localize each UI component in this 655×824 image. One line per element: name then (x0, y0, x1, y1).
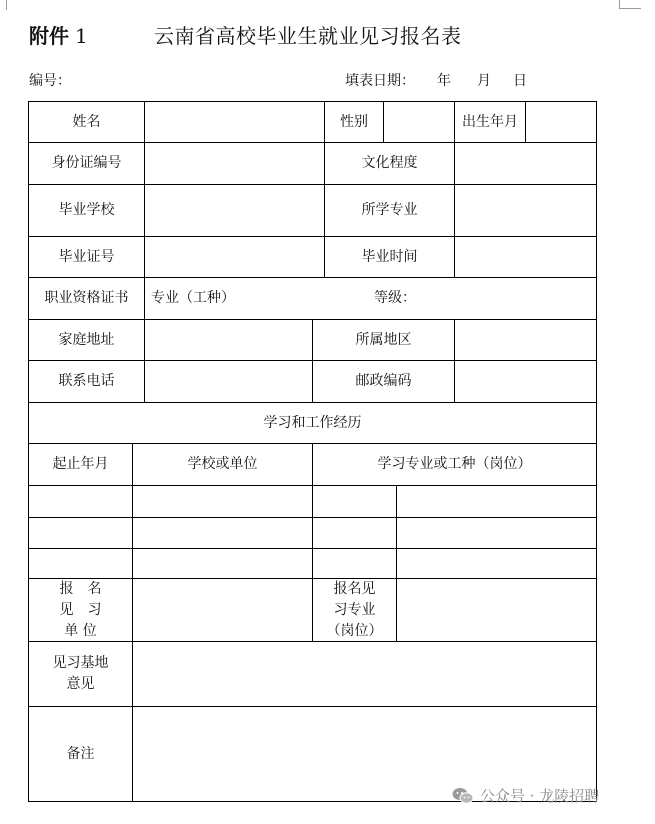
header-school-or-unit: 学校或单位 (187, 456, 258, 472)
watermark-text: 公众号 · 龙陵招聘 (480, 787, 600, 805)
wechat-icon (452, 787, 474, 805)
input-education[interactable] (455, 143, 596, 184)
date-month: 月 (477, 73, 491, 89)
date-day: 日 (513, 73, 527, 89)
input-postcode[interactable] (455, 361, 596, 402)
annex-number: 1 (75, 24, 88, 48)
label-level: 等级： (374, 290, 416, 306)
input-graduation-time[interactable] (455, 237, 596, 277)
label-major: 所学专业 (361, 202, 418, 218)
label-apply-post-line: 报名见 (333, 580, 376, 597)
input-address[interactable] (145, 320, 312, 360)
label-base-opinion-line: 意见 (66, 676, 95, 692)
number-label: 编号： (29, 73, 71, 89)
label-base-opinion (29, 642, 132, 706)
input-id-number[interactable] (145, 143, 324, 184)
label-gender: 性别 (340, 113, 368, 130)
input-birth[interactable] (526, 102, 596, 142)
col-line (396, 485, 397, 641)
label-apply-unit-line: 见 习 (59, 601, 102, 618)
table-border (596, 101, 597, 802)
label-address: 家庭地址 (58, 331, 115, 348)
col-line (132, 443, 133, 801)
label-apply-post-line: 习专业 (333, 601, 376, 618)
label-birth: 出生年月 (462, 113, 518, 130)
input-certificate-no[interactable] (145, 237, 324, 277)
input-name[interactable] (145, 102, 324, 142)
label-apply-unit-line: 报 名 (59, 580, 102, 597)
label-specialty: 专业（工种） (151, 290, 235, 306)
label-qualification: 职业资格证书 (44, 290, 129, 306)
label-graduation-time: 毕业时间 (361, 248, 418, 265)
label-apply-post (313, 579, 396, 641)
label-apply-unit-line: 单 位 (64, 622, 97, 639)
label-education: 文化程度 (361, 155, 418, 171)
label-id-number: 身份证编号 (51, 155, 122, 171)
input-phone[interactable] (145, 361, 312, 402)
input-gender[interactable] (384, 102, 454, 142)
header-study-major: 学习专业或工种（岗位） (377, 456, 532, 472)
date-year: 年 (437, 73, 451, 89)
label-postcode: 邮政编码 (355, 373, 412, 389)
label-region: 所属地区 (355, 331, 412, 348)
label-base-opinion-line: 见习基地 (52, 655, 109, 671)
section-history: 学习和工作经历 (263, 414, 362, 431)
label-graduate-school: 毕业学校 (58, 202, 115, 218)
label-remarks: 备注 (66, 745, 95, 762)
label-apply-post-line: （岗位） (326, 622, 383, 639)
fill-date-label: 填表日期： (345, 73, 415, 89)
label-certificate-no: 毕业证号 (58, 248, 115, 265)
label-apply-unit (29, 579, 132, 641)
label-name: 姓名 (72, 113, 101, 130)
label-phone: 联系电话 (58, 373, 115, 389)
form-title: 云南省高校毕业生就业见习报名表 (154, 24, 462, 48)
input-graduate-school[interactable] (145, 185, 324, 236)
annex-text: 附件 (29, 24, 69, 48)
header-period: 起止年月 (52, 456, 109, 472)
watermark (452, 785, 599, 806)
input-region[interactable] (455, 320, 596, 360)
input-major[interactable] (455, 185, 596, 236)
